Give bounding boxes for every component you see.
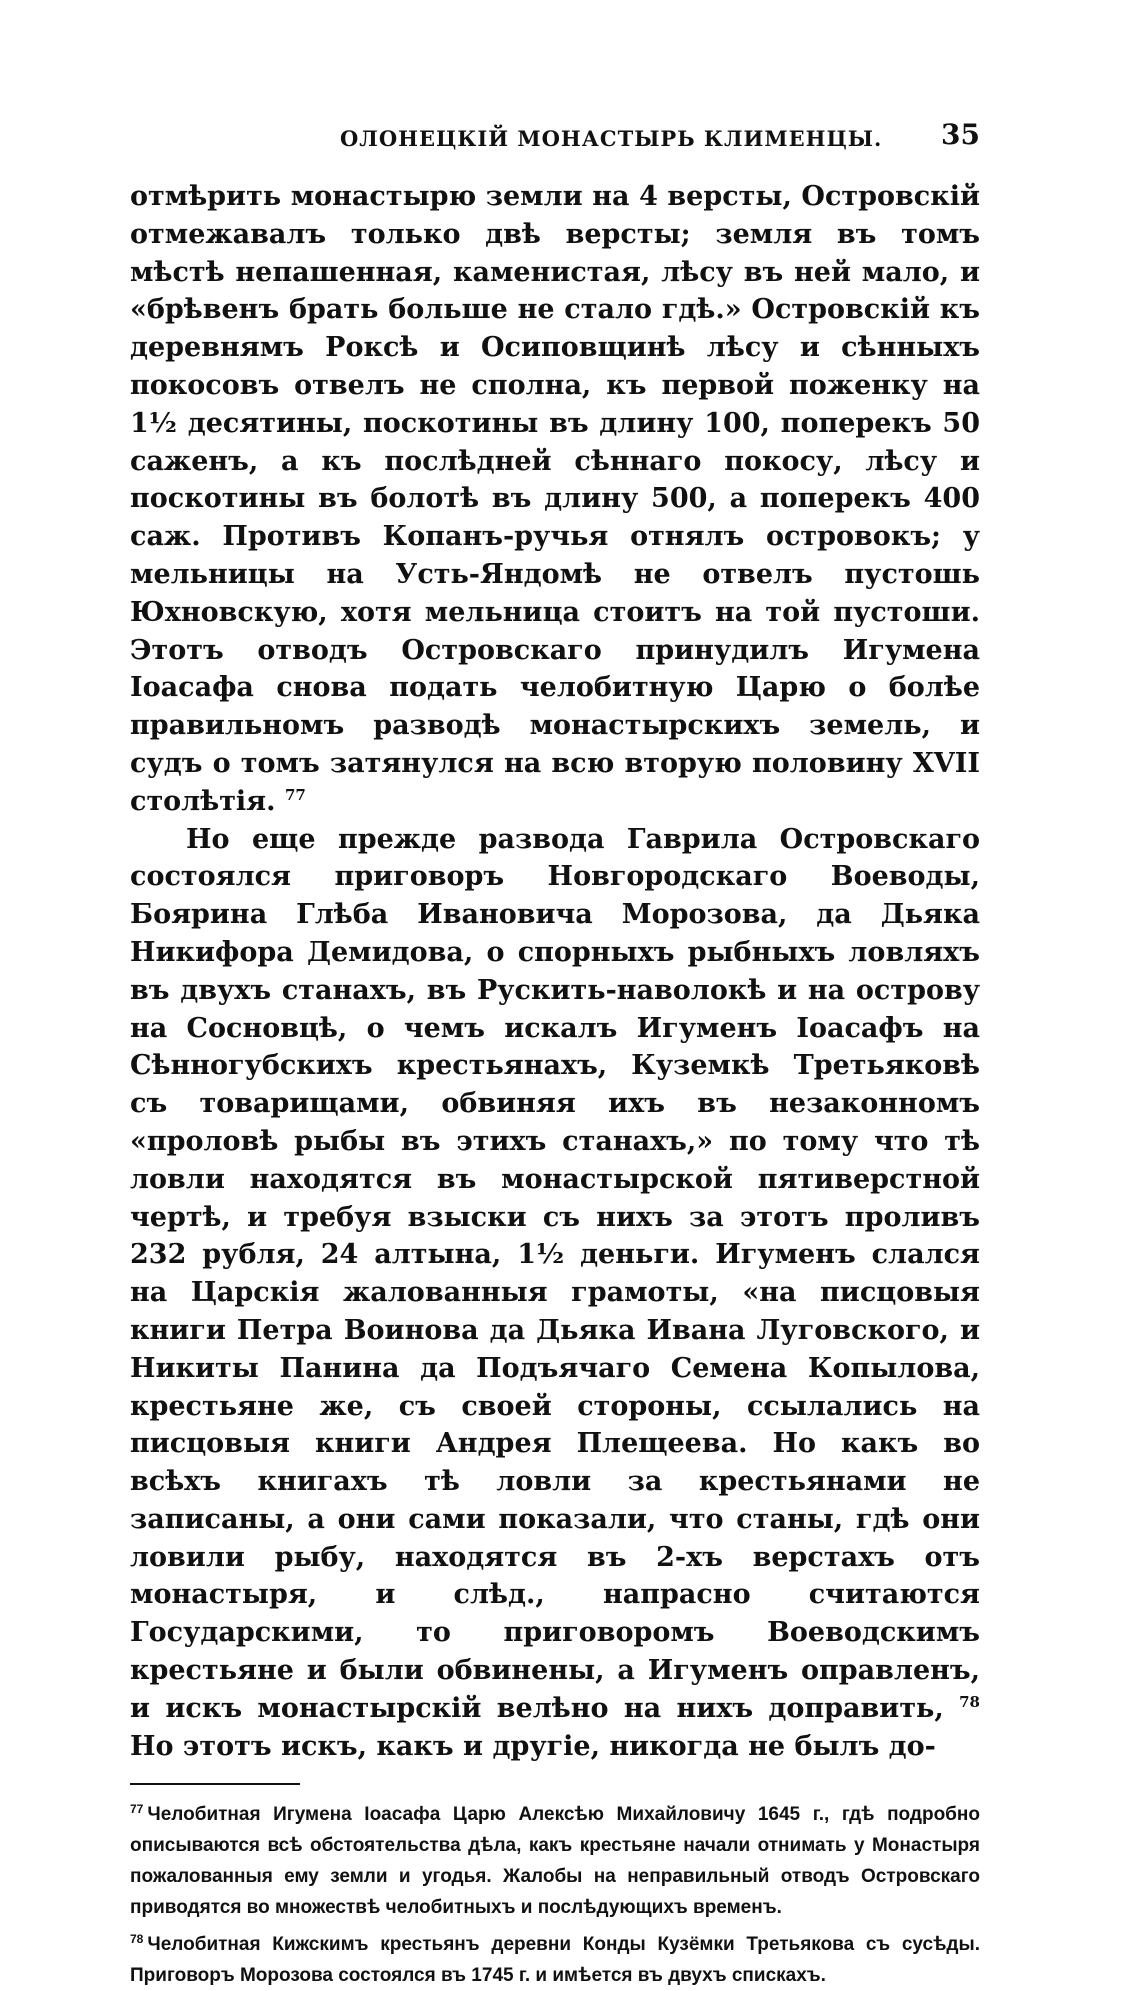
footnote-ref-78: 78 (959, 1692, 980, 1711)
footnote-divider (130, 1783, 300, 1785)
running-header (130, 118, 980, 158)
footnote-number: 77 (130, 1802, 144, 1817)
footnote-text: Челобитная Игумена Іоасафа Царю Алексѣю Михайловичу 1645 г., гдѣ подробно описываются всѣ обстоятельства дѣла, какъ крестьяне начали отнимать у Монастыря пожалованныя ему земли и угодья. Жалобы на неправильный отводъ Островскаго приводятся во множествѣ челобитныхъ и послѣдующихъ временъ. (130, 1804, 980, 1919)
footnote-77 (130, 1799, 980, 1923)
paragraph-2-text: Но еще прежде развода Гаврила Островскаго состоялся приговоръ Новгородскаго Воеводы, Боярина Глѣба Ивановича Морозова, да Дьяка Никифора Демидова, о спорныхъ рыбныхъ ловляхъ въ двухъ станахъ, въ Рускить-наволокѣ и на острову на Сосновцѣ, о чемъ искалъ Игуменъ Іоасафъ на Сѣнногубскихъ крестьянахъ, Куземкѣ Третьяковѣ съ товарищами, обвиняя ихъ въ незаконномъ «проловѣ рыбы въ этихъ станахъ,» по тому что тѣ ловли находятся въ монастырской пятиверстной чертѣ, и требуя взыски съ нихъ за этотъ проливъ 232 рубля, 24 алтына, 1½ деньги. Игуменъ слался на Царскія жалованныя грамоты, «на писцовыя книги Петра Воинова да Дьяка Ивана Луговского, и Никиты Панина да Подъячаго Семена Копылова, крестьяне же, съ своей стороны, ссылались на писцовыя книги Андрея Плещеева. Но какъ во всѣхъ книгахъ тѣ ловли за крестьянами не записаны, а они сами показали, что станы, гдѣ они ловили рыбу, находятся въ 2-хъ верстахъ отъ монастыря, и слѣд., напрасно считаются Государскими, то приговоромъ Воеводскимъ крестьяне и были обвинены, а Игуменъ оправленъ, и искъ монастырскій велѣно на нихъ доправить, (130, 823, 980, 1724)
paragraph-1-text: отмѣрить монастырю земли на 4 версты, Островскій отмежавалъ только двѣ версты; земля въ томъ мѣстѣ непашенная, каменистая, лѣсу въ ней мало, и «брѣвенъ брать больше не стало гдѣ.» Островскій къ деревнямъ Роксѣ и Осиповщинѣ лѣсу и сѣнныхъ покосовъ отвелъ не сполна, къ первой поженку на 1½ десятины, поскотины въ длину 100, поперекъ 50 саженъ, а къ послѣдней сѣннаго покосу, лѣсу и поскотины въ болотѣ въ длину 500, а поперекъ 400 саж. Противъ Копанъ-ручья отнялъ островокъ; у мельницы на Усть-Яндомѣ не отвелъ пустошь Юхновскую, хотя мельница стоитъ на той пустоши. Этотъ отводъ Островскаго принудилъ Игумена Іоасафа снова подать челобитную Царю о болѣе правильномъ разводѣ монастырскихъ земель, и судъ о томъ затянулся на всю вторую половину XVII столѣтія. (130, 181, 980, 817)
paragraph-1 (130, 178, 980, 821)
paragraph-2-tail: Но этотъ искъ, какъ и другіе, никогда не былъ до- (130, 1730, 936, 1762)
footnote-78 (130, 1929, 980, 1991)
footnote-number: 78 (130, 1932, 144, 1947)
main-text (130, 178, 980, 1765)
running-title: ОЛОНЕЦКІЙ МОНАСТЫРЬ КЛИМЕНЦЫ. (340, 126, 883, 151)
book-page (130, 118, 980, 1991)
paragraph-2 (130, 821, 980, 1766)
footnotes (130, 1799, 980, 1991)
page-number: 35 (941, 118, 980, 151)
footnote-text: Челобитная Кижскимъ крестьянъ деревни Конды Кузёмки Третьякова съ сусѣды. Приговоръ Морозова состоялся въ 1745 г. и имѣется въ двухъ спискахъ. (130, 1934, 980, 1987)
footnote-ref-77: 77 (284, 785, 306, 804)
